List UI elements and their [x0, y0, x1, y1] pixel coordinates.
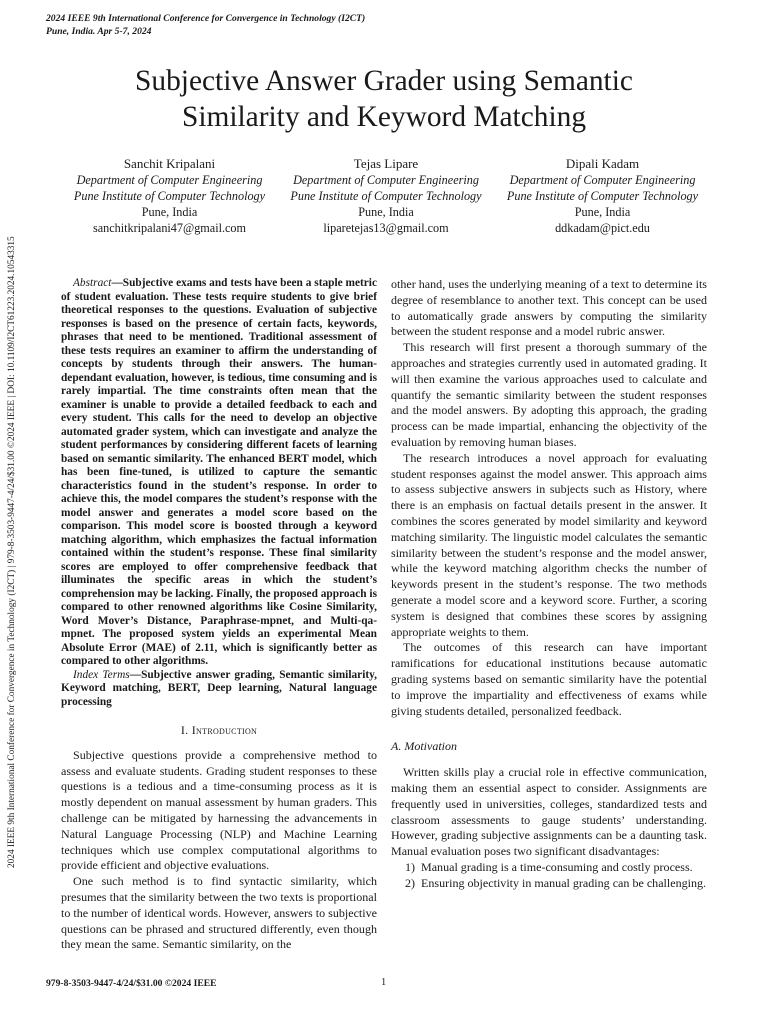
- index-terms-text: —Subjective answer grading, Semantic similarity, Keyword matching, BERT, Deep learning, Natural language processing: [61, 668, 378, 708]
- author-name: Tejas Lipare: [353, 156, 419, 171]
- author-name: Dipali Kadam: [565, 156, 640, 171]
- author-email[interactable]: sanchitkripalani47@gmail.com: [92, 221, 247, 235]
- author-2: [279, 155, 494, 236]
- list-item-text: Manual grading is a time-consuming and costly process.: [421, 859, 693, 874]
- disadvantages-list: [391, 860, 707, 892]
- author-email[interactable]: liparetejas13@gmail.com: [323, 221, 449, 235]
- body-paragraph: The research introduces a novel approach for evaluating student responses against the model answer. This approach aims to assess subjective answers in subjects such as History, where there is an emphasis on factual details present in the answer. It combines the scores generated by model similarity and keyword matching similarity. The linguistic model calculates the semantic similarity between the student’s response and the model answer, while the keyword matching algorithm checks the number of keywords present in the student’s response. The two methods generate a model score and a keyword score. Further, a scoring system is designed that combines these scores by assigning appropriate weights to them.: [391, 450, 707, 639]
- author-department: Department of Computer Engineering: [293, 173, 479, 187]
- author-name: Sanchit Kripalani: [123, 156, 216, 171]
- body-paragraph: other hand, uses the underlying meaning of a text to determine its degree of resemblance to another text. This concept can be used to automatically grade answers by computing the similarity between the student response and a model rubric answer.: [391, 277, 707, 339]
- author-location: Pune, India: [358, 205, 414, 219]
- author-institute: Pune Institute of Computer Technology: [290, 189, 482, 203]
- author-department: Department of Computer Engineering: [509, 173, 696, 187]
- body-paragraph: The outcomes of this research can have important ramifications for educational institutions because automatic grading systems based on semantic similarity have the potential to improve the impartiality and effectiveness of exams while giving students detailed, personalized feedback.: [391, 640, 707, 718]
- list-item-text: Ensuring objectivity in manual grading can be challenging.: [421, 875, 707, 890]
- author-3: [495, 155, 710, 236]
- conference-header: [46, 12, 365, 38]
- left-column: [61, 277, 377, 953]
- footer-copyright: 979-8-3503-9447-4/24/$31.00 ©2024 IEEE: [46, 978, 217, 989]
- conference-location-date: Pune, India. Apr 5-7, 2024: [46, 26, 152, 37]
- index-terms: [61, 669, 377, 710]
- intro-paragraph-1: Subjective questions provide a comprehensive method to assess and evaluate students. Grading student responses to these questions is a tedious and a time-consuming process as it is mostly dependent on manual assessment by human graders. This challenge can be mitigated by harnessing the advancements in Natural Language Processing (NLP) and Machine Learning techniques which use complex computational algorithms to provide efficient and objective evaluations.: [61, 747, 377, 873]
- list-item-number: 2): [404, 875, 415, 890]
- title-line-1: Subjective Answer Grader using Semantic: [135, 65, 633, 97]
- title-line-2: Similarity and Keyword Matching: [181, 101, 587, 133]
- author-1: [62, 155, 277, 236]
- intro-paragraph-2: One such method is to find syntactic similarity, which presumes that the similarity between the two texts is proportional to the number of identical words. However, answers to subjective questions can be phrased and structured differently, even though they mean the same. Semantic similarity, on the: [61, 874, 377, 952]
- right-column: [391, 277, 707, 891]
- index-terms-label: Index Terms: [73, 668, 130, 681]
- subsection-heading-motivation: A. Motivation: [391, 739, 457, 754]
- author-institute: Pune Institute of Computer Technology: [506, 189, 699, 203]
- author-location: Pune, India: [574, 205, 631, 219]
- abstract: [61, 277, 377, 669]
- list-item: [391, 876, 707, 892]
- doi-sidebar: 2024 IEEE 9th International Conference for Convergence in Technology (I2CT) | 979-8-3503-9447-4/24/$31.00 ©2024 IEEE | DOI: 10.1109/I2CT61223.2024.10543315: [7, 236, 17, 868]
- author-block: [62, 155, 710, 236]
- abstract-label: Abstract: [73, 277, 112, 289]
- list-item-number: 1): [404, 859, 415, 874]
- page-number: 1: [381, 977, 387, 988]
- list-item: [391, 860, 707, 876]
- section-heading-introduction: I. Introduction: [180, 723, 258, 737]
- abstract-text: —Subjective exams and tests have been a staple metric of student evaluation. These tests require students to give brief theoretical responses to the questions. Evaluation of subjective responses is based on the presence of certain facts, keywords, phrases that need to be mentioned. Traditional assessment of these tests requires an examiner to affirm the understanding of concepts by students through their answers. The human-dependant evaluation, however, is tedious, time consuming and is rarely impartial. The time constraints often mean that the examiner is unable to provide a detailed feedback to each and every student. This calls for the need to develop an objective automated grader system, which can investigate and analyze the student performances by considering different facets of learning based on semantic similarity. The enhanced BERT model, which has been fine-tuned, is utilized to capture the semantic characteristics found in the student’s response. In order to achieve this, the model compares the student’s response with the model answer and generates a model score based on the comparison. This model score is boosted through a keyword matching algorithm, which emphasizes the factual information contained within the student’s response. These final similarity scores are employed to offer comprehensive feedback that illuminates the specific areas in which the student’s comprehension may be lacking. Finally, the proposed approach is compared to other renowned algorithms like Cosine Similarity, Word Mover’s Distance, Paraphrase-mpnet, and Multi-qa-mpnet. The proposed system yields an experimental Mean Absolute Error (MAE) of 2.11, which is significantly better as compared to other algorithms.: [61, 277, 377, 667]
- motivation-paragraph: Written skills play a crucial role in effective communication, making them an essential aspect to consider. Assignments are frequently used in universities, colleges, standardized tests and classroom assessments to gauge students’ understanding. However, grading subjective assignments can be a daunting task. Manual evaluation poses two significant disadvantages:: [391, 765, 707, 859]
- author-email[interactable]: ddkadam@pict.edu: [555, 221, 650, 235]
- author-location: Pune, India: [141, 205, 198, 219]
- conference-name: 2024 IEEE 9th International Conference for Convergence in Technology (I2CT): [46, 13, 366, 24]
- body-paragraph: This research will first present a thorough summary of the approaches and strategies currently used in automated grading. It will then examine the various approaches used to calculate and quantify the semantic similarity between the student responses and the model answers. By adopting this approach, the grading process can be made impartial, enhancing the objectivity of the evaluation by removing human biases.: [391, 340, 707, 449]
- author-department: Department of Computer Engineering: [76, 173, 263, 187]
- paper-title: [60, 63, 708, 135]
- author-institute: Pune Institute of Computer Technology: [73, 189, 266, 203]
